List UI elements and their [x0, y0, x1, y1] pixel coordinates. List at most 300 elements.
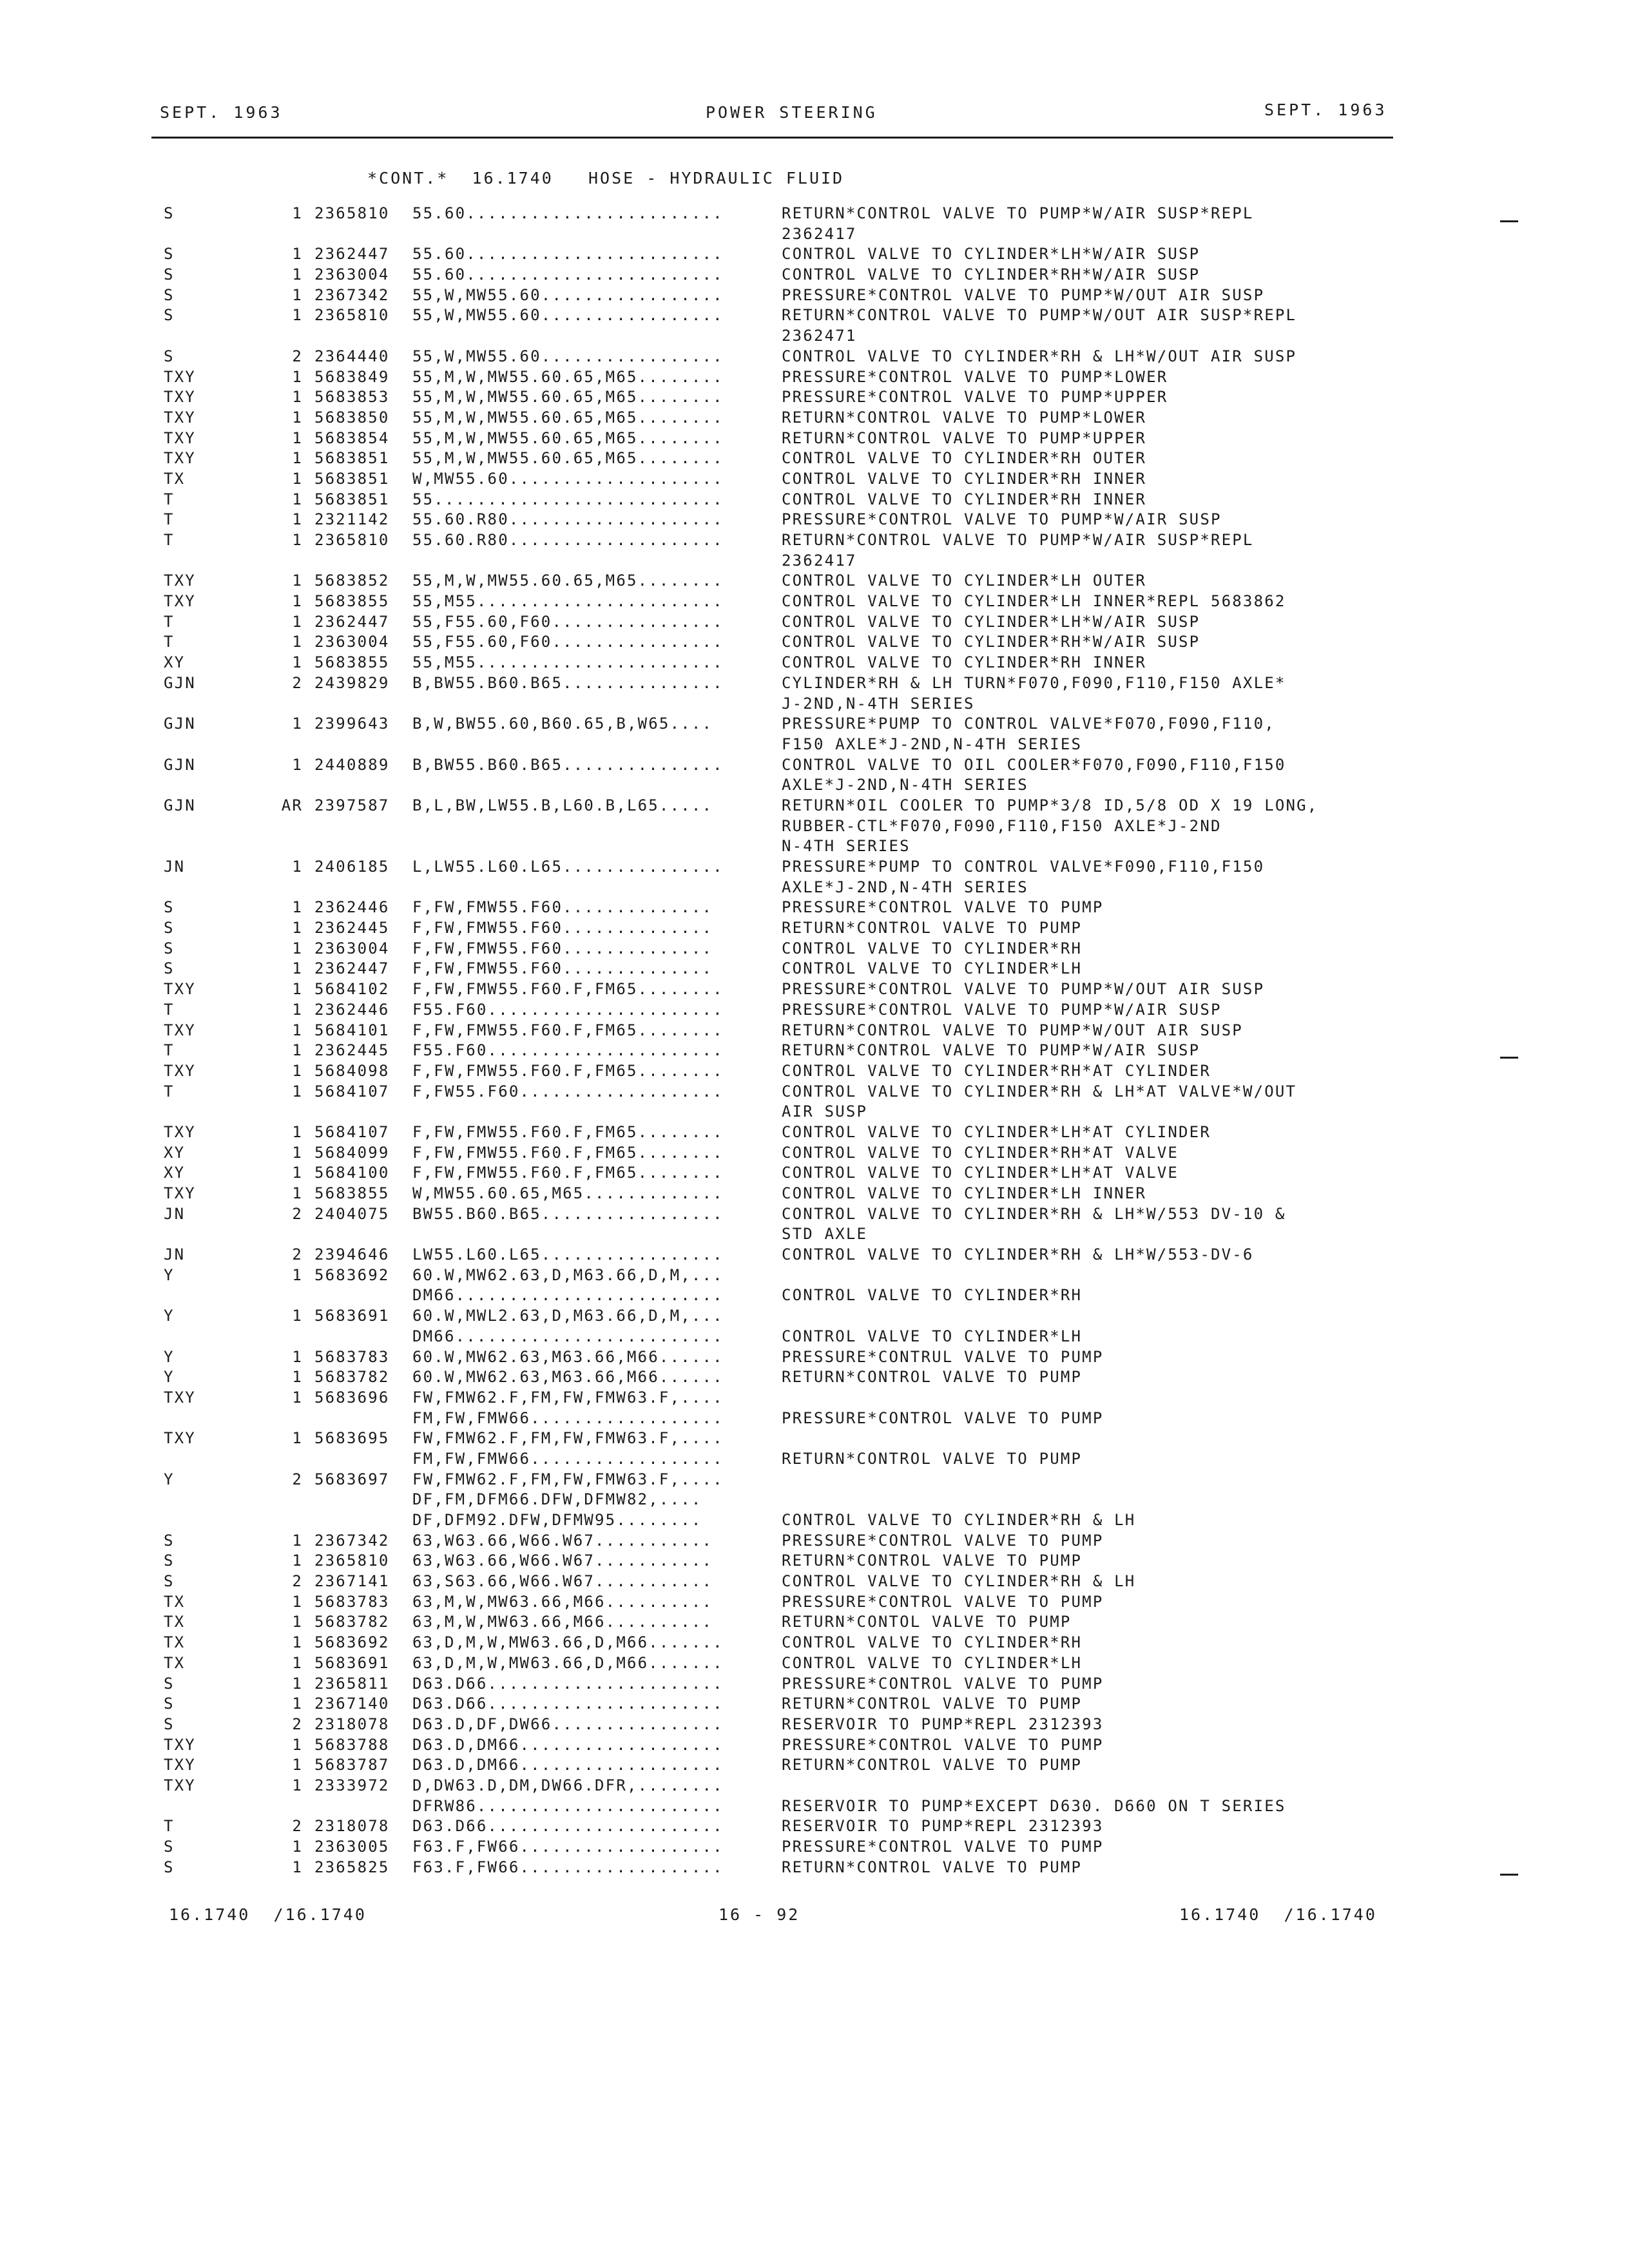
row-quantity: 1	[292, 1695, 303, 1713]
row-code: T	[164, 1041, 175, 1060]
row-quantity: 1	[292, 1164, 303, 1182]
row-application: 55,M,W,MW55.60.65,M65........	[412, 449, 724, 468]
row-part-number: 5683782	[314, 1368, 390, 1387]
row-application: LW55.L60.L65.................	[412, 1245, 724, 1264]
row-part-number: 5683855	[314, 592, 390, 611]
row-description: RETURN*CONTROL VALVE TO PUMP	[782, 1756, 1083, 1774]
row-application: 63,W63.66,W66.W67...........	[412, 1531, 713, 1550]
table-row	[0, 898, 1629, 918]
row-application: 55.60........................	[412, 265, 724, 284]
table-row	[0, 1061, 1629, 1082]
row-part-number: 5683850	[314, 408, 390, 427]
row-code: T	[164, 490, 175, 508]
row-quantity: 1	[292, 245, 303, 264]
row-quantity: 1	[292, 1653, 303, 1672]
table-row	[0, 1858, 1629, 1878]
row-quantity: 2	[292, 347, 303, 365]
row-application: FW,FMW62.F,FM,FW,FMW63.F,....	[412, 1429, 724, 1448]
row-application: 55.60........................	[412, 245, 724, 264]
table-row	[0, 857, 1629, 878]
row-code: JN	[164, 1245, 186, 1264]
row-description: PRESSURE*CONTROL VALVE TO PUMP	[782, 898, 1104, 917]
row-part-number: 5683782	[314, 1613, 390, 1631]
table-row	[0, 1612, 1629, 1633]
row-quantity: 1	[292, 1858, 303, 1876]
row-application: 55...........................	[412, 490, 724, 508]
row-part-number: 2362446	[314, 898, 390, 917]
row-description: RETURN*CONTROL VALVE TO PUMP*LOWER	[782, 408, 1147, 427]
row-application: 55,W,MW55.60.................	[412, 347, 724, 365]
row-part-number: 5683852	[314, 572, 390, 590]
row-application: 55.60.R80....................	[412, 510, 724, 529]
row-code: S	[164, 1838, 175, 1856]
table-row	[0, 714, 1629, 735]
row-code: T	[164, 1082, 175, 1100]
row-application: D,DW63.D,DM,DW66.DFR,........	[412, 1776, 724, 1794]
header-title: POWER STEERING	[706, 103, 878, 122]
row-quantity: 1	[292, 939, 303, 957]
row-part-number: 2363005	[314, 1838, 390, 1856]
row-description: RESERVOIR TO PUMP*REPL 2312393	[782, 1817, 1104, 1836]
table-row	[0, 1041, 1629, 1061]
footer-page-number: 16 - 92	[718, 1905, 800, 1924]
row-code: S	[164, 1715, 175, 1733]
row-description: CONTROL VALVE TO CYLINDER*RH & LH	[782, 1511, 1136, 1529]
row-part-number: 5684102	[314, 980, 390, 999]
row-code: Y	[164, 1307, 175, 1325]
footer-ref-right: 16.1740 /16.1740	[1179, 1905, 1377, 1924]
row-part-number: 5683849	[314, 367, 390, 386]
table-row	[0, 959, 1629, 979]
table-row	[0, 1102, 1629, 1122]
row-part-number: 2365825	[314, 1858, 390, 1876]
row-code: S	[164, 265, 175, 284]
row-application: 63,W63.66,W66.W67...........	[412, 1552, 713, 1570]
row-application: 55.60........................	[412, 204, 724, 222]
row-quantity: 1	[292, 1347, 303, 1366]
table-row	[0, 571, 1629, 591]
row-description: CONTROL VALVE TO CYLINDER*RH	[782, 1633, 1083, 1652]
table-row	[0, 1510, 1629, 1531]
row-application: DM66.........................	[412, 1286, 724, 1305]
header-date-left: SEPT. 1963	[160, 103, 283, 122]
margin-mark	[1500, 1057, 1518, 1059]
table-row	[0, 591, 1629, 612]
row-part-number: 2362447	[314, 245, 390, 264]
row-quantity: 1	[292, 572, 303, 590]
row-description: PRESSURE*CONTROL VALVE TO PUMP*W/OUT AIR SUSP	[782, 980, 1265, 999]
row-part-number: 5684107	[314, 1082, 390, 1100]
row-description: AXLE*J-2ND,N-4TH SERIES	[782, 776, 1028, 794]
row-quantity: 1	[292, 1838, 303, 1856]
table-row	[0, 1204, 1629, 1225]
row-quantity: 1	[292, 428, 303, 447]
row-quantity: 1	[292, 367, 303, 386]
row-application: D63.D66......................	[412, 1695, 724, 1713]
row-description: CONTROL VALVE TO CYLINDER*LH OUTER	[782, 572, 1147, 590]
row-quantity: 1	[292, 1021, 303, 1039]
row-quantity: 1	[292, 1429, 303, 1448]
row-application: F,FW55.F60...................	[412, 1082, 724, 1100]
row-part-number: 2367140	[314, 1695, 390, 1713]
row-description: CONTROL VALVE TO CYLINDER*LH*AT CYLINDER	[782, 1122, 1211, 1141]
row-part-number: 5683854	[314, 428, 390, 447]
row-code: GJN	[164, 673, 196, 692]
table-row	[0, 1470, 1629, 1490]
header-rule	[151, 137, 1393, 139]
table-row	[0, 265, 1629, 285]
section-title: *CONT.* 16.1740 HOSE - HYDRAULIC FLUID	[367, 169, 845, 187]
row-part-number: 2404075	[314, 1204, 390, 1223]
row-application: B,L,BW,LW55.B,L60.B,L65.....	[412, 796, 713, 814]
row-description: N-4TH SERIES	[782, 837, 911, 856]
row-part-number: 5683787	[314, 1756, 390, 1774]
table-row	[0, 224, 1629, 245]
table-row	[0, 918, 1629, 939]
row-code: S	[164, 285, 175, 304]
row-quantity: 2	[292, 1715, 303, 1733]
row-quantity: 1	[292, 1122, 303, 1141]
row-quantity: 1	[292, 204, 303, 222]
row-code: Y	[164, 1470, 175, 1488]
table-row	[0, 1715, 1629, 1735]
row-application: F,FW,FMW55.F60..............	[412, 919, 713, 937]
row-code: S	[164, 959, 175, 978]
row-quantity: 1	[292, 1061, 303, 1080]
margin-mark	[1500, 1874, 1518, 1876]
row-description: STD AXLE	[782, 1225, 868, 1244]
table-row	[0, 1490, 1629, 1510]
row-part-number: 2440889	[314, 755, 390, 774]
row-application: F63.F,FW66...................	[412, 1858, 724, 1876]
row-application: 63,M,W,MW63.66,M66..........	[412, 1592, 713, 1611]
row-part-number: 5683788	[314, 1735, 390, 1754]
table-row	[0, 285, 1629, 306]
row-quantity: 1	[292, 1674, 303, 1693]
table-row	[0, 1449, 1629, 1470]
table-row	[0, 1021, 1629, 1041]
row-description: CONTROL VALVE TO CYLINDER*RH*W/AIR SUSP	[782, 265, 1200, 284]
row-quantity: 1	[292, 1613, 303, 1631]
row-part-number: 2362445	[314, 919, 390, 937]
row-application: D63.D66......................	[412, 1674, 724, 1693]
row-description: RETURN*CONTROL VALVE TO PUMP	[782, 1449, 1083, 1468]
table-row	[0, 1796, 1629, 1817]
row-code: JN	[164, 1204, 186, 1223]
table-row	[0, 1265, 1629, 1286]
row-code: S	[164, 1552, 175, 1570]
row-description: CONTROL VALVE TO CYLINDER*RH & LH	[782, 1572, 1136, 1591]
row-application: F63.F,FW66...................	[412, 1838, 724, 1856]
row-code: S	[164, 204, 175, 222]
row-code: TX	[164, 1653, 186, 1672]
row-quantity: 1	[292, 612, 303, 631]
row-code: TX	[164, 1633, 186, 1652]
table-row	[0, 979, 1629, 1000]
row-application: F,FW,FMW55.F60.F,FM65........	[412, 1164, 724, 1182]
row-description: PRESSURE*CONTROL VALVE TO PUMP*W/AIR SUSP	[782, 1000, 1222, 1019]
row-quantity: 1	[292, 898, 303, 917]
table-row	[0, 490, 1629, 510]
table-row	[0, 1653, 1629, 1674]
row-application: D63.D,DF,DW66................	[412, 1715, 724, 1733]
row-description: CYLINDER*RH & LH TURN*F070,F090,F110,F150 AXLE*	[782, 673, 1286, 692]
row-application: L,LW55.L60.L65...............	[412, 858, 724, 876]
row-application: FW,FMW62.F,FM,FW,FMW63.F,....	[412, 1470, 724, 1488]
row-code: T	[164, 531, 175, 549]
row-description: CONTROL VALVE TO CYLINDER*LH INNER	[782, 1184, 1147, 1202]
row-code: TXY	[164, 1776, 196, 1794]
row-code: TXY	[164, 572, 196, 590]
margin-mark	[1500, 220, 1518, 222]
row-description: RETURN*CONTROL VALVE TO PUMP*UPPER	[782, 428, 1147, 447]
row-description: PRESSURE*CONTROL VALVE TO PUMP*LOWER	[782, 367, 1168, 386]
row-description: RETURN*CONTROL VALVE TO PUMP	[782, 1368, 1083, 1387]
row-quantity: 1	[292, 531, 303, 549]
row-part-number: 2318078	[314, 1817, 390, 1836]
table-row	[0, 816, 1629, 837]
row-code: TX	[164, 1592, 186, 1611]
table-row	[0, 1327, 1629, 1347]
row-code: Y	[164, 1265, 175, 1284]
row-quantity: 1	[292, 715, 303, 733]
row-part-number: 2367342	[314, 285, 390, 304]
row-description: PRESSURE*CONTRUL VALVE TO PUMP	[782, 1347, 1104, 1366]
row-description: 2362417	[782, 551, 857, 570]
row-description: CONTROL VALVE TO CYLINDER*LH	[782, 1327, 1083, 1345]
row-application: 55.60.R80....................	[412, 531, 724, 549]
row-description: RETURN*CONTROL VALVE TO PUMP	[782, 919, 1083, 937]
table-row	[0, 1245, 1629, 1265]
row-code: T	[164, 612, 175, 631]
row-application: 55,M,W,MW55.60.65,M65........	[412, 572, 724, 590]
row-part-number: 5683691	[314, 1653, 390, 1672]
row-description: RUBBER-CTL*F070,F090,F110,F150 AXLE*J-2ND	[782, 816, 1222, 835]
row-application: 55,M55.......................	[412, 653, 724, 672]
row-code: XY	[164, 653, 186, 672]
row-code: XY	[164, 1143, 186, 1162]
table-row	[0, 755, 1629, 776]
table-row	[0, 408, 1629, 428]
row-application: F,FW,FMW55.F60.F,FM65........	[412, 980, 724, 999]
row-quantity: 1	[292, 592, 303, 611]
table-row	[0, 1306, 1629, 1327]
row-application: 55,M,W,MW55.60.65,M65........	[412, 367, 724, 386]
row-code: JN	[164, 858, 186, 876]
table-row	[0, 694, 1629, 715]
row-quantity: 1	[292, 1552, 303, 1570]
row-quantity: 1	[292, 1592, 303, 1611]
row-part-number: 2365810	[314, 1552, 390, 1570]
row-quantity: 1	[292, 1307, 303, 1325]
row-description: CONTROL VALVE TO CYLINDER*RH & LH*AT VALVE*W/OUT	[782, 1082, 1297, 1100]
row-quantity: 1	[292, 959, 303, 978]
row-application: DM66.........................	[412, 1327, 724, 1345]
row-part-number: 5683697	[314, 1470, 390, 1488]
table-row	[0, 1388, 1629, 1408]
row-application: F55.F60......................	[412, 1041, 724, 1060]
table-row	[0, 1633, 1629, 1653]
table-row	[0, 1531, 1629, 1552]
row-quantity: 1	[292, 306, 303, 325]
row-application: F,FW,FMW55.F60..............	[412, 939, 713, 957]
footer-ref-left: 16.1740 /16.1740	[169, 1905, 367, 1924]
row-description: PRESSURE*CONTROL VALVE TO PUMP	[782, 1735, 1104, 1754]
row-code: TX	[164, 1613, 186, 1631]
row-application: D63.D,DM66...................	[412, 1735, 724, 1754]
row-code: TXY	[164, 1061, 196, 1080]
row-quantity: 1	[292, 980, 303, 999]
row-description: RETURN*OIL COOLER TO PUMP*3/8 ID,5/8 OD X 19 LONG,	[782, 796, 1318, 814]
row-description: CONTROL VALVE TO CYLINDER*LH*AT VALVE	[782, 1164, 1179, 1182]
table-row	[0, 1408, 1629, 1429]
row-part-number: 5684100	[314, 1164, 390, 1182]
row-part-number: 2365810	[314, 204, 390, 222]
row-application: 63,S63.66,W66.W67...........	[412, 1572, 713, 1591]
row-description: CONTROL VALVE TO CYLINDER*RH & LH*W/553-DV-6	[782, 1245, 1254, 1264]
row-part-number: 2362447	[314, 959, 390, 978]
row-quantity: 2	[292, 1245, 303, 1264]
row-quantity: 2	[292, 1204, 303, 1223]
row-description: CONTROL VALVE TO CYLINDER*RH INNER	[782, 653, 1147, 672]
row-description: RETURN*CONTROL VALVE TO PUMP*W/OUT AIR SUSP*REPL	[782, 306, 1297, 325]
row-description: RETURN*CONTROL VALVE TO PUMP	[782, 1858, 1083, 1876]
row-description: CONTROL VALVE TO CYLINDER*RH INNER	[782, 490, 1147, 508]
row-application: 55,M55.......................	[412, 592, 724, 611]
table-row	[0, 1776, 1629, 1796]
row-quantity: 1	[292, 1143, 303, 1162]
row-application: 60.W,MWL2.63,D,M63.66,D,M,...	[412, 1307, 724, 1325]
row-part-number: 5683853	[314, 388, 390, 407]
row-quantity: 1	[292, 388, 303, 407]
row-description: PRESSURE*CONTROL VALVE TO PUMP	[782, 1408, 1104, 1427]
row-quantity: 1	[292, 490, 303, 508]
row-quantity: 1	[292, 633, 303, 651]
row-code: S	[164, 245, 175, 264]
row-application: FM,FW,FMW66..................	[412, 1449, 724, 1468]
row-code: TXY	[164, 388, 196, 407]
row-part-number: 5684101	[314, 1021, 390, 1039]
row-code: T	[164, 633, 175, 651]
row-application: 60.W,MW62.63,M63.66,M66......	[412, 1347, 724, 1366]
row-application: F,FW,FMW55.F60..............	[412, 898, 713, 917]
table-row	[0, 448, 1629, 469]
row-application: 55,M,W,MW55.60.65,M65........	[412, 428, 724, 447]
row-quantity: 1	[292, 1633, 303, 1652]
row-code: GJN	[164, 715, 196, 733]
row-description: RETURN*CONTROL VALVE TO PUMP*W/OUT AIR SUSP	[782, 1021, 1243, 1039]
row-description: PRESSURE*PUMP TO CONTROL VALVE*F070,F090,F110,	[782, 715, 1275, 733]
row-description: RESERVOIR TO PUMP*REPL 2312393	[782, 1715, 1104, 1733]
row-quantity: 1	[292, 1184, 303, 1202]
row-part-number: 5684099	[314, 1143, 390, 1162]
row-quantity: 2	[292, 673, 303, 692]
row-part-number: 2367342	[314, 1531, 390, 1550]
row-application: D63.D66......................	[412, 1817, 724, 1836]
row-description: PRESSURE*CONTROL VALVE TO PUMP*W/OUT AIR SUSP	[782, 285, 1265, 304]
row-application: F,FW,FMW55.F60.F,FM65........	[412, 1021, 724, 1039]
table-row	[0, 632, 1629, 653]
row-quantity: 1	[292, 408, 303, 427]
row-code: S	[164, 919, 175, 937]
table-row	[0, 347, 1629, 367]
table-row	[0, 551, 1629, 572]
row-part-number: 2362447	[314, 612, 390, 631]
row-application: W,MW55.60.65,M65.............	[412, 1184, 724, 1202]
table-row	[0, 1674, 1629, 1695]
row-description: AIR SUSP	[782, 1102, 868, 1121]
row-description: RETURN*CONTROL VALVE TO PUMP	[782, 1552, 1083, 1570]
row-code: S	[164, 1695, 175, 1713]
row-code: TXY	[164, 1122, 196, 1141]
row-part-number: 2397587	[314, 796, 390, 814]
row-description: PRESSURE*CONTROL VALVE TO PUMP	[782, 1674, 1104, 1693]
row-description: CONTROL VALVE TO CYLINDER*RH OUTER	[782, 449, 1147, 468]
row-quantity: 1	[292, 469, 303, 488]
row-description: CONTROL VALVE TO CYLINDER*RH*AT VALVE	[782, 1143, 1179, 1162]
table-row	[0, 1735, 1629, 1756]
table-row	[0, 1000, 1629, 1021]
row-part-number: 2394646	[314, 1245, 390, 1264]
table-row	[0, 1367, 1629, 1388]
row-code: T	[164, 510, 175, 529]
row-code: Y	[164, 1368, 175, 1387]
row-application: 55,F55.60,F60................	[412, 633, 724, 651]
row-part-number: 5683692	[314, 1633, 390, 1652]
row-code: S	[164, 898, 175, 917]
table-row	[0, 1755, 1629, 1776]
row-code: TXY	[164, 1756, 196, 1774]
row-code: S	[164, 347, 175, 365]
row-code: S	[164, 1674, 175, 1693]
table-row	[0, 673, 1629, 694]
table-row	[0, 1551, 1629, 1571]
row-code: GJN	[164, 796, 196, 814]
row-part-number: 2439829	[314, 673, 390, 692]
row-quantity: 1	[292, 1735, 303, 1754]
row-application: DF,FM,DFM66.DFW,DFMW82,....	[412, 1490, 702, 1509]
row-part-number: 2363004	[314, 939, 390, 957]
table-row	[0, 1571, 1629, 1592]
table-row	[0, 1184, 1629, 1204]
row-application: BW55.B60.B65.................	[412, 1204, 724, 1223]
row-quantity: 1	[292, 858, 303, 876]
row-part-number: 2367141	[314, 1572, 390, 1591]
row-code: TXY	[164, 1429, 196, 1448]
table-row	[0, 836, 1629, 857]
row-code: GJN	[164, 755, 196, 774]
row-description: J-2ND,N-4TH SERIES	[782, 694, 975, 713]
row-quantity: 1	[292, 285, 303, 304]
row-code: TXY	[164, 1021, 196, 1039]
row-part-number: 2406185	[314, 858, 390, 876]
row-description: PRESSURE*CONTROL VALVE TO PUMP	[782, 1838, 1104, 1856]
table-row	[0, 1122, 1629, 1143]
row-part-number: 2365810	[314, 306, 390, 325]
row-part-number: 2321142	[314, 510, 390, 529]
row-description: RETURN*CONTOL VALVE TO PUMP	[782, 1613, 1072, 1631]
row-part-number: 5683695	[314, 1429, 390, 1448]
row-application: 55,W,MW55.60.................	[412, 306, 724, 325]
row-part-number: 5683692	[314, 1265, 390, 1284]
row-part-number: 2362445	[314, 1041, 390, 1060]
row-application: F55.F60......................	[412, 1000, 724, 1019]
row-application: F,FW,FMW55.F60..............	[412, 959, 713, 978]
row-application: 55,W,MW55.60.................	[412, 285, 724, 304]
row-description: CONTROL VALVE TO CYLINDER*RH	[782, 1286, 1083, 1305]
row-application: F,FW,FMW55.F60.F,FM65........	[412, 1061, 724, 1080]
table-row	[0, 510, 1629, 530]
